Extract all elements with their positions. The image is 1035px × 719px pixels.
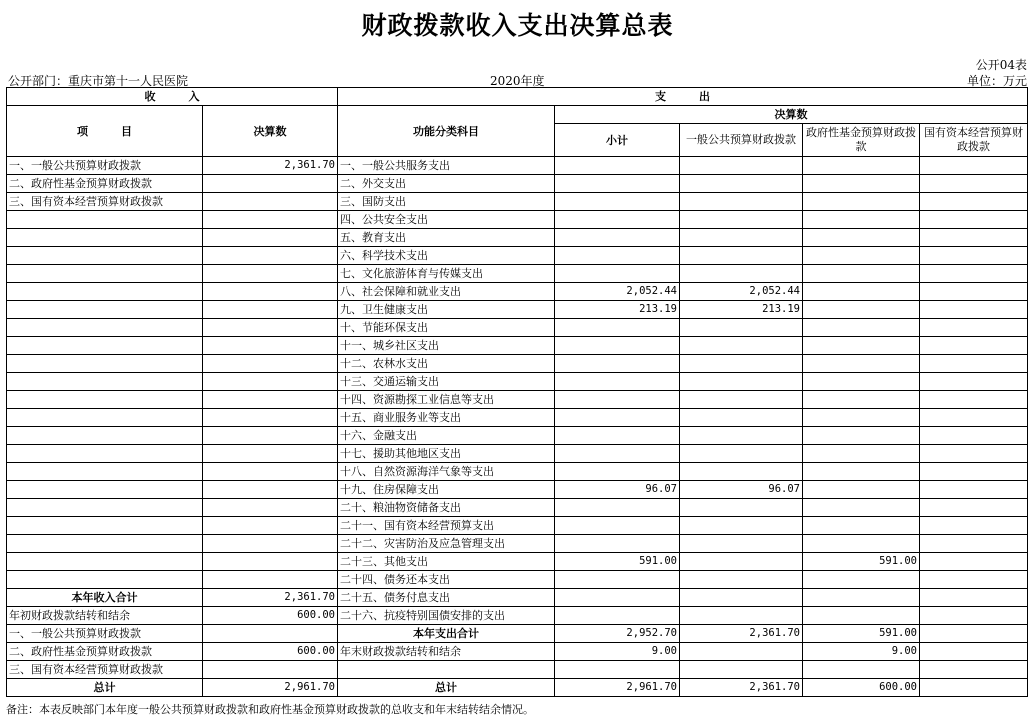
expense-item-cell: 十七、援助其他地区支出	[338, 445, 555, 463]
subtotal-amount-cell: 591.00	[555, 553, 680, 571]
general-amount-cell	[680, 355, 803, 373]
subtotal-amount-cell	[555, 211, 680, 229]
fiscal-year: 2020年度	[490, 74, 545, 88]
table-row	[7, 607, 1028, 625]
gov-fund-amount-cell	[803, 445, 920, 463]
table-row	[7, 211, 1028, 229]
expense-item-cell: 三、国防支出	[338, 193, 555, 211]
income-item-cell: 本年收入合计	[7, 589, 203, 607]
gov-fund-amount-cell	[803, 409, 920, 427]
expense-item-cell: 五、教育支出	[338, 229, 555, 247]
state-capital-amount-cell	[920, 463, 1028, 481]
general-amount-cell	[680, 661, 803, 679]
expense-item-cell: 十三、交通运输支出	[338, 373, 555, 391]
income-item-cell: 年初财政拨款结转和结余	[7, 607, 203, 625]
gov-fund-amount-cell: 591.00	[803, 553, 920, 571]
general-amount-cell: 96.07	[680, 481, 803, 499]
general-amount-cell	[680, 571, 803, 589]
expense-item-cell: 六、科学技术支出	[338, 247, 555, 265]
subtotal-amount-cell: 2,952.70	[555, 625, 680, 643]
subtotal-amount-cell	[555, 499, 680, 517]
table-row	[7, 445, 1028, 463]
income-item-cell: 三、国有资本经营预算财政拨款	[7, 661, 203, 679]
expense-item-cell: 一、一般公共服务支出	[338, 157, 555, 175]
general-amount-cell: 2,361.70	[680, 679, 803, 697]
general-amount-cell: 2,052.44	[680, 283, 803, 301]
state-capital-amount-cell	[920, 211, 1028, 229]
table-row	[7, 283, 1028, 301]
subtotal-amount-cell	[555, 175, 680, 193]
gov-fund-amount-cell	[803, 607, 920, 625]
state-capital-amount-cell	[920, 517, 1028, 535]
amount-header: 决算数	[203, 106, 338, 157]
general-amount-cell	[680, 211, 803, 229]
table-row	[7, 463, 1028, 481]
table-row	[7, 661, 1028, 679]
table-row	[7, 643, 1028, 661]
gov-fund-amount-cell	[803, 319, 920, 337]
general-amount-cell	[680, 247, 803, 265]
subtotal-amount-cell	[555, 463, 680, 481]
state-capital-amount-cell	[920, 373, 1028, 391]
expense-item-cell: 四、公共安全支出	[338, 211, 555, 229]
general-amount-cell: 213.19	[680, 301, 803, 319]
general-amount-cell	[680, 589, 803, 607]
income-amount-cell: 2,961.70	[203, 679, 338, 697]
expense-item-cell: 本年支出合计	[338, 625, 555, 643]
income-amount-cell	[203, 553, 338, 571]
table-row	[7, 553, 1028, 571]
expense-item-cell: 二十二、灾害防治及应急管理支出	[338, 535, 555, 553]
state-capital-amount-cell	[920, 535, 1028, 553]
income-amount-cell	[203, 499, 338, 517]
table-row	[7, 589, 1028, 607]
subtotal-amount-cell	[555, 409, 680, 427]
expense-item-cell: 二十一、国有资本经营预算支出	[338, 517, 555, 535]
subtotal-amount-cell	[555, 193, 680, 211]
general-amount-cell	[680, 373, 803, 391]
state-capital-amount-cell	[920, 625, 1028, 643]
table-row	[7, 499, 1028, 517]
expense-item-cell: 二、外交支出	[338, 175, 555, 193]
state-capital-amount-cell	[920, 265, 1028, 283]
general-amount-cell	[680, 643, 803, 661]
income-amount-cell	[203, 355, 338, 373]
general-amount-cell	[680, 265, 803, 283]
expense-item-cell: 七、文化旅游体育与传媒支出	[338, 265, 555, 283]
subtotal-amount-cell	[555, 535, 680, 553]
gov-fund-amount-cell	[803, 463, 920, 481]
state-capital-amount-cell	[920, 355, 1028, 373]
state-capital-amount-cell	[920, 157, 1028, 175]
gov-fund-amount-cell	[803, 355, 920, 373]
general-amount-cell	[680, 319, 803, 337]
state-capital-amount-cell	[920, 607, 1028, 625]
state-capital-amount-cell	[920, 643, 1028, 661]
state-capital-amount-cell	[920, 553, 1028, 571]
state-capital-amount-cell	[920, 589, 1028, 607]
department: 公开部门：重庆市第十一人民医院	[8, 74, 189, 88]
table-row	[7, 373, 1028, 391]
income-amount-cell: 600.00	[203, 643, 338, 661]
income-item-cell	[7, 481, 203, 499]
income-header: 收 入	[7, 88, 338, 106]
income-amount-cell	[203, 427, 338, 445]
state-capital-amount-cell	[920, 319, 1028, 337]
expense-item-cell: 十八、自然资源海洋气象等支出	[338, 463, 555, 481]
state-capital-amount-cell	[920, 283, 1028, 301]
subtotal-amount-cell: 96.07	[555, 481, 680, 499]
subtotal-amount-cell	[555, 391, 680, 409]
gov-fund-amount-cell	[803, 265, 920, 283]
table-row	[7, 571, 1028, 589]
income-item-cell: 一、一般公共预算财政拨款	[7, 157, 203, 175]
expense-item-cell: 年末财政拨款结转和结余	[338, 643, 555, 661]
income-item-cell	[7, 355, 203, 373]
gov-fund-amount-cell	[803, 229, 920, 247]
state-capital-amount-cell	[920, 193, 1028, 211]
income-amount-cell	[203, 625, 338, 643]
income-item-cell	[7, 337, 203, 355]
table-row	[7, 391, 1028, 409]
expense-item-cell	[338, 661, 555, 679]
general-amount-cell	[680, 463, 803, 481]
subtotal-amount-cell	[555, 589, 680, 607]
income-item-cell: 三、国有资本经营预算财政拨款	[7, 193, 203, 211]
subtotal-amount-cell	[555, 157, 680, 175]
form-code: 公开04表	[975, 58, 1027, 72]
general-amount-cell	[680, 427, 803, 445]
income-item-cell: 总计	[7, 679, 203, 697]
table-row	[7, 265, 1028, 283]
income-amount-cell	[203, 175, 338, 193]
income-item-cell	[7, 499, 203, 517]
table-row	[7, 355, 1028, 373]
table-row	[7, 229, 1028, 247]
income-amount-cell	[203, 319, 338, 337]
income-item-cell	[7, 229, 203, 247]
general-amount-cell	[680, 409, 803, 427]
page-title: 财政拨款收入支出决算总表	[361, 11, 674, 40]
income-item-cell	[7, 247, 203, 265]
gov-fund-header: 政府性基金预算财政拨款	[803, 124, 920, 157]
state-capital-amount-cell	[920, 499, 1028, 517]
gov-fund-amount-cell	[803, 193, 920, 211]
gov-fund-amount-cell	[803, 301, 920, 319]
table-row	[7, 481, 1028, 499]
table-row	[7, 337, 1028, 355]
income-amount-cell	[203, 535, 338, 553]
expense-item-cell: 十九、住房保障支出	[338, 481, 555, 499]
item-header: 项 目	[7, 106, 203, 157]
subtotal-amount-cell	[555, 337, 680, 355]
gov-fund-amount-cell	[803, 571, 920, 589]
income-item-cell	[7, 553, 203, 571]
expense-header: 支 出	[338, 88, 1028, 106]
general-amount-cell	[680, 535, 803, 553]
subtotal-amount-cell	[555, 661, 680, 679]
state-capital-amount-cell	[920, 661, 1028, 679]
expense-item-cell: 十、节能环保支出	[338, 319, 555, 337]
income-amount-cell	[203, 481, 338, 499]
income-amount-cell: 2,361.70	[203, 157, 338, 175]
income-amount-cell	[203, 661, 338, 679]
expense-item-cell: 十二、农林水支出	[338, 355, 555, 373]
income-item-cell: 一、一般公共预算财政拨款	[7, 625, 203, 643]
general-budget-header: 一般公共预算财政拨款	[680, 124, 803, 157]
expense-item-cell: 二十五、债务付息支出	[338, 589, 555, 607]
general-amount-cell	[680, 499, 803, 517]
general-amount-cell	[680, 229, 803, 247]
budget-table	[6, 87, 1028, 697]
income-amount-cell	[203, 301, 338, 319]
income-amount-cell	[203, 247, 338, 265]
income-amount-cell	[203, 571, 338, 589]
subtotal-amount-cell	[555, 517, 680, 535]
income-item-cell: 二、政府性基金预算财政拨款	[7, 643, 203, 661]
income-amount-cell	[203, 409, 338, 427]
table-row	[7, 679, 1028, 697]
table-row	[7, 175, 1028, 193]
subtotal-amount-cell	[555, 571, 680, 589]
expense-item-cell: 二十三、其他支出	[338, 553, 555, 571]
general-amount-cell	[680, 391, 803, 409]
general-amount-cell	[680, 517, 803, 535]
gov-fund-amount-cell	[803, 247, 920, 265]
state-capital-amount-cell	[920, 481, 1028, 499]
general-amount-cell	[680, 607, 803, 625]
income-item-cell	[7, 427, 203, 445]
income-amount-cell	[203, 283, 338, 301]
state-capital-amount-cell	[920, 391, 1028, 409]
income-item-cell	[7, 391, 203, 409]
expense-item-cell: 九、卫生健康支出	[338, 301, 555, 319]
income-amount-cell	[203, 193, 338, 211]
gov-fund-amount-cell	[803, 373, 920, 391]
subtotal-amount-cell: 213.19	[555, 301, 680, 319]
table-row	[7, 319, 1028, 337]
table-row	[7, 157, 1028, 175]
income-amount-cell: 2,361.70	[203, 589, 338, 607]
state-capital-amount-cell	[920, 337, 1028, 355]
state-capital-amount-cell	[920, 301, 1028, 319]
income-item-cell	[7, 535, 203, 553]
gov-fund-amount-cell	[803, 427, 920, 445]
gov-fund-amount-cell	[803, 211, 920, 229]
expense-item-cell: 十四、资源勘探工业信息等支出	[338, 391, 555, 409]
subtotal-amount-cell: 9.00	[555, 643, 680, 661]
income-amount-cell	[203, 229, 338, 247]
table-row	[7, 409, 1028, 427]
expense-item-cell: 二十六、抗疫特别国债安排的支出	[338, 607, 555, 625]
state-capital-amount-cell	[920, 445, 1028, 463]
state-capital-amount-cell	[920, 175, 1028, 193]
subtotal-amount-cell	[555, 229, 680, 247]
subtotal-amount-cell: 2,052.44	[555, 283, 680, 301]
subtotal-amount-cell: 2,961.70	[555, 679, 680, 697]
expense-item-cell: 十五、商业服务业等支出	[338, 409, 555, 427]
general-amount-cell	[680, 157, 803, 175]
subtotal-amount-cell	[555, 319, 680, 337]
general-amount-cell: 2,361.70	[680, 625, 803, 643]
table-row	[7, 427, 1028, 445]
footnote: 备注：本表反映部门本年度一般公共预算财政拨款和政府性基金预算财政拨款的总收支和年末结转结余情况。	[6, 703, 534, 716]
income-amount-cell	[203, 337, 338, 355]
income-item-cell	[7, 373, 203, 391]
state-capital-amount-cell	[920, 679, 1028, 697]
subtotal-amount-cell	[555, 373, 680, 391]
expense-item-cell: 八、社会保障和就业支出	[338, 283, 555, 301]
table-body	[7, 157, 1028, 697]
income-amount-cell	[203, 463, 338, 481]
subtotal-amount-cell	[555, 427, 680, 445]
income-item-cell	[7, 319, 203, 337]
state-capital-header: 国有资本经营预算财政拨款	[920, 124, 1028, 157]
gov-fund-amount-cell	[803, 391, 920, 409]
table-row	[7, 247, 1028, 265]
state-capital-amount-cell	[920, 571, 1028, 589]
subtotal-amount-cell	[555, 355, 680, 373]
income-item-cell	[7, 301, 203, 319]
expense-item-cell: 总计	[338, 679, 555, 697]
income-amount-cell: 600.00	[203, 607, 338, 625]
income-amount-cell	[203, 445, 338, 463]
gov-fund-amount-cell	[803, 157, 920, 175]
income-item-cell	[7, 571, 203, 589]
gov-fund-amount-cell	[803, 481, 920, 499]
final-header: 决算数	[555, 106, 1028, 124]
subtotal-amount-cell	[555, 265, 680, 283]
income-amount-cell	[203, 373, 338, 391]
gov-fund-amount-cell	[803, 337, 920, 355]
gov-fund-amount-cell	[803, 535, 920, 553]
subtotal-amount-cell	[555, 445, 680, 463]
gov-fund-amount-cell	[803, 661, 920, 679]
expense-item-cell: 二十四、债务还本支出	[338, 571, 555, 589]
state-capital-amount-cell	[920, 229, 1028, 247]
income-item-cell	[7, 283, 203, 301]
gov-fund-amount-cell: 591.00	[803, 625, 920, 643]
func-header: 功能分类科目	[338, 106, 555, 157]
subtotal-amount-cell	[555, 607, 680, 625]
state-capital-amount-cell	[920, 247, 1028, 265]
income-item-cell: 二、政府性基金预算财政拨款	[7, 175, 203, 193]
income-amount-cell	[203, 211, 338, 229]
state-capital-amount-cell	[920, 427, 1028, 445]
table-row	[7, 301, 1028, 319]
expense-item-cell: 十六、金融支出	[338, 427, 555, 445]
gov-fund-amount-cell	[803, 517, 920, 535]
general-amount-cell	[680, 445, 803, 463]
income-item-cell	[7, 265, 203, 283]
general-amount-cell	[680, 193, 803, 211]
general-amount-cell	[680, 553, 803, 571]
income-item-cell	[7, 211, 203, 229]
gov-fund-amount-cell	[803, 283, 920, 301]
subtotal-amount-cell	[555, 247, 680, 265]
gov-fund-amount-cell	[803, 589, 920, 607]
expense-item-cell: 二十、粮油物资储备支出	[338, 499, 555, 517]
gov-fund-amount-cell: 600.00	[803, 679, 920, 697]
table-row	[7, 625, 1028, 643]
gov-fund-amount-cell: 9.00	[803, 643, 920, 661]
table-row	[7, 517, 1028, 535]
expense-item-cell: 十一、城乡社区支出	[338, 337, 555, 355]
income-item-cell	[7, 445, 203, 463]
general-amount-cell	[680, 175, 803, 193]
gov-fund-amount-cell	[803, 499, 920, 517]
income-amount-cell	[203, 391, 338, 409]
unit-label: 单位：万元	[966, 74, 1027, 88]
table-row	[7, 535, 1028, 553]
state-capital-amount-cell	[920, 409, 1028, 427]
general-amount-cell	[680, 337, 803, 355]
income-item-cell	[7, 517, 203, 535]
income-item-cell	[7, 409, 203, 427]
table-row	[7, 193, 1028, 211]
income-amount-cell	[203, 517, 338, 535]
gov-fund-amount-cell	[803, 175, 920, 193]
income-item-cell	[7, 463, 203, 481]
income-amount-cell	[203, 265, 338, 283]
subtotal-header: 小计	[555, 124, 680, 157]
